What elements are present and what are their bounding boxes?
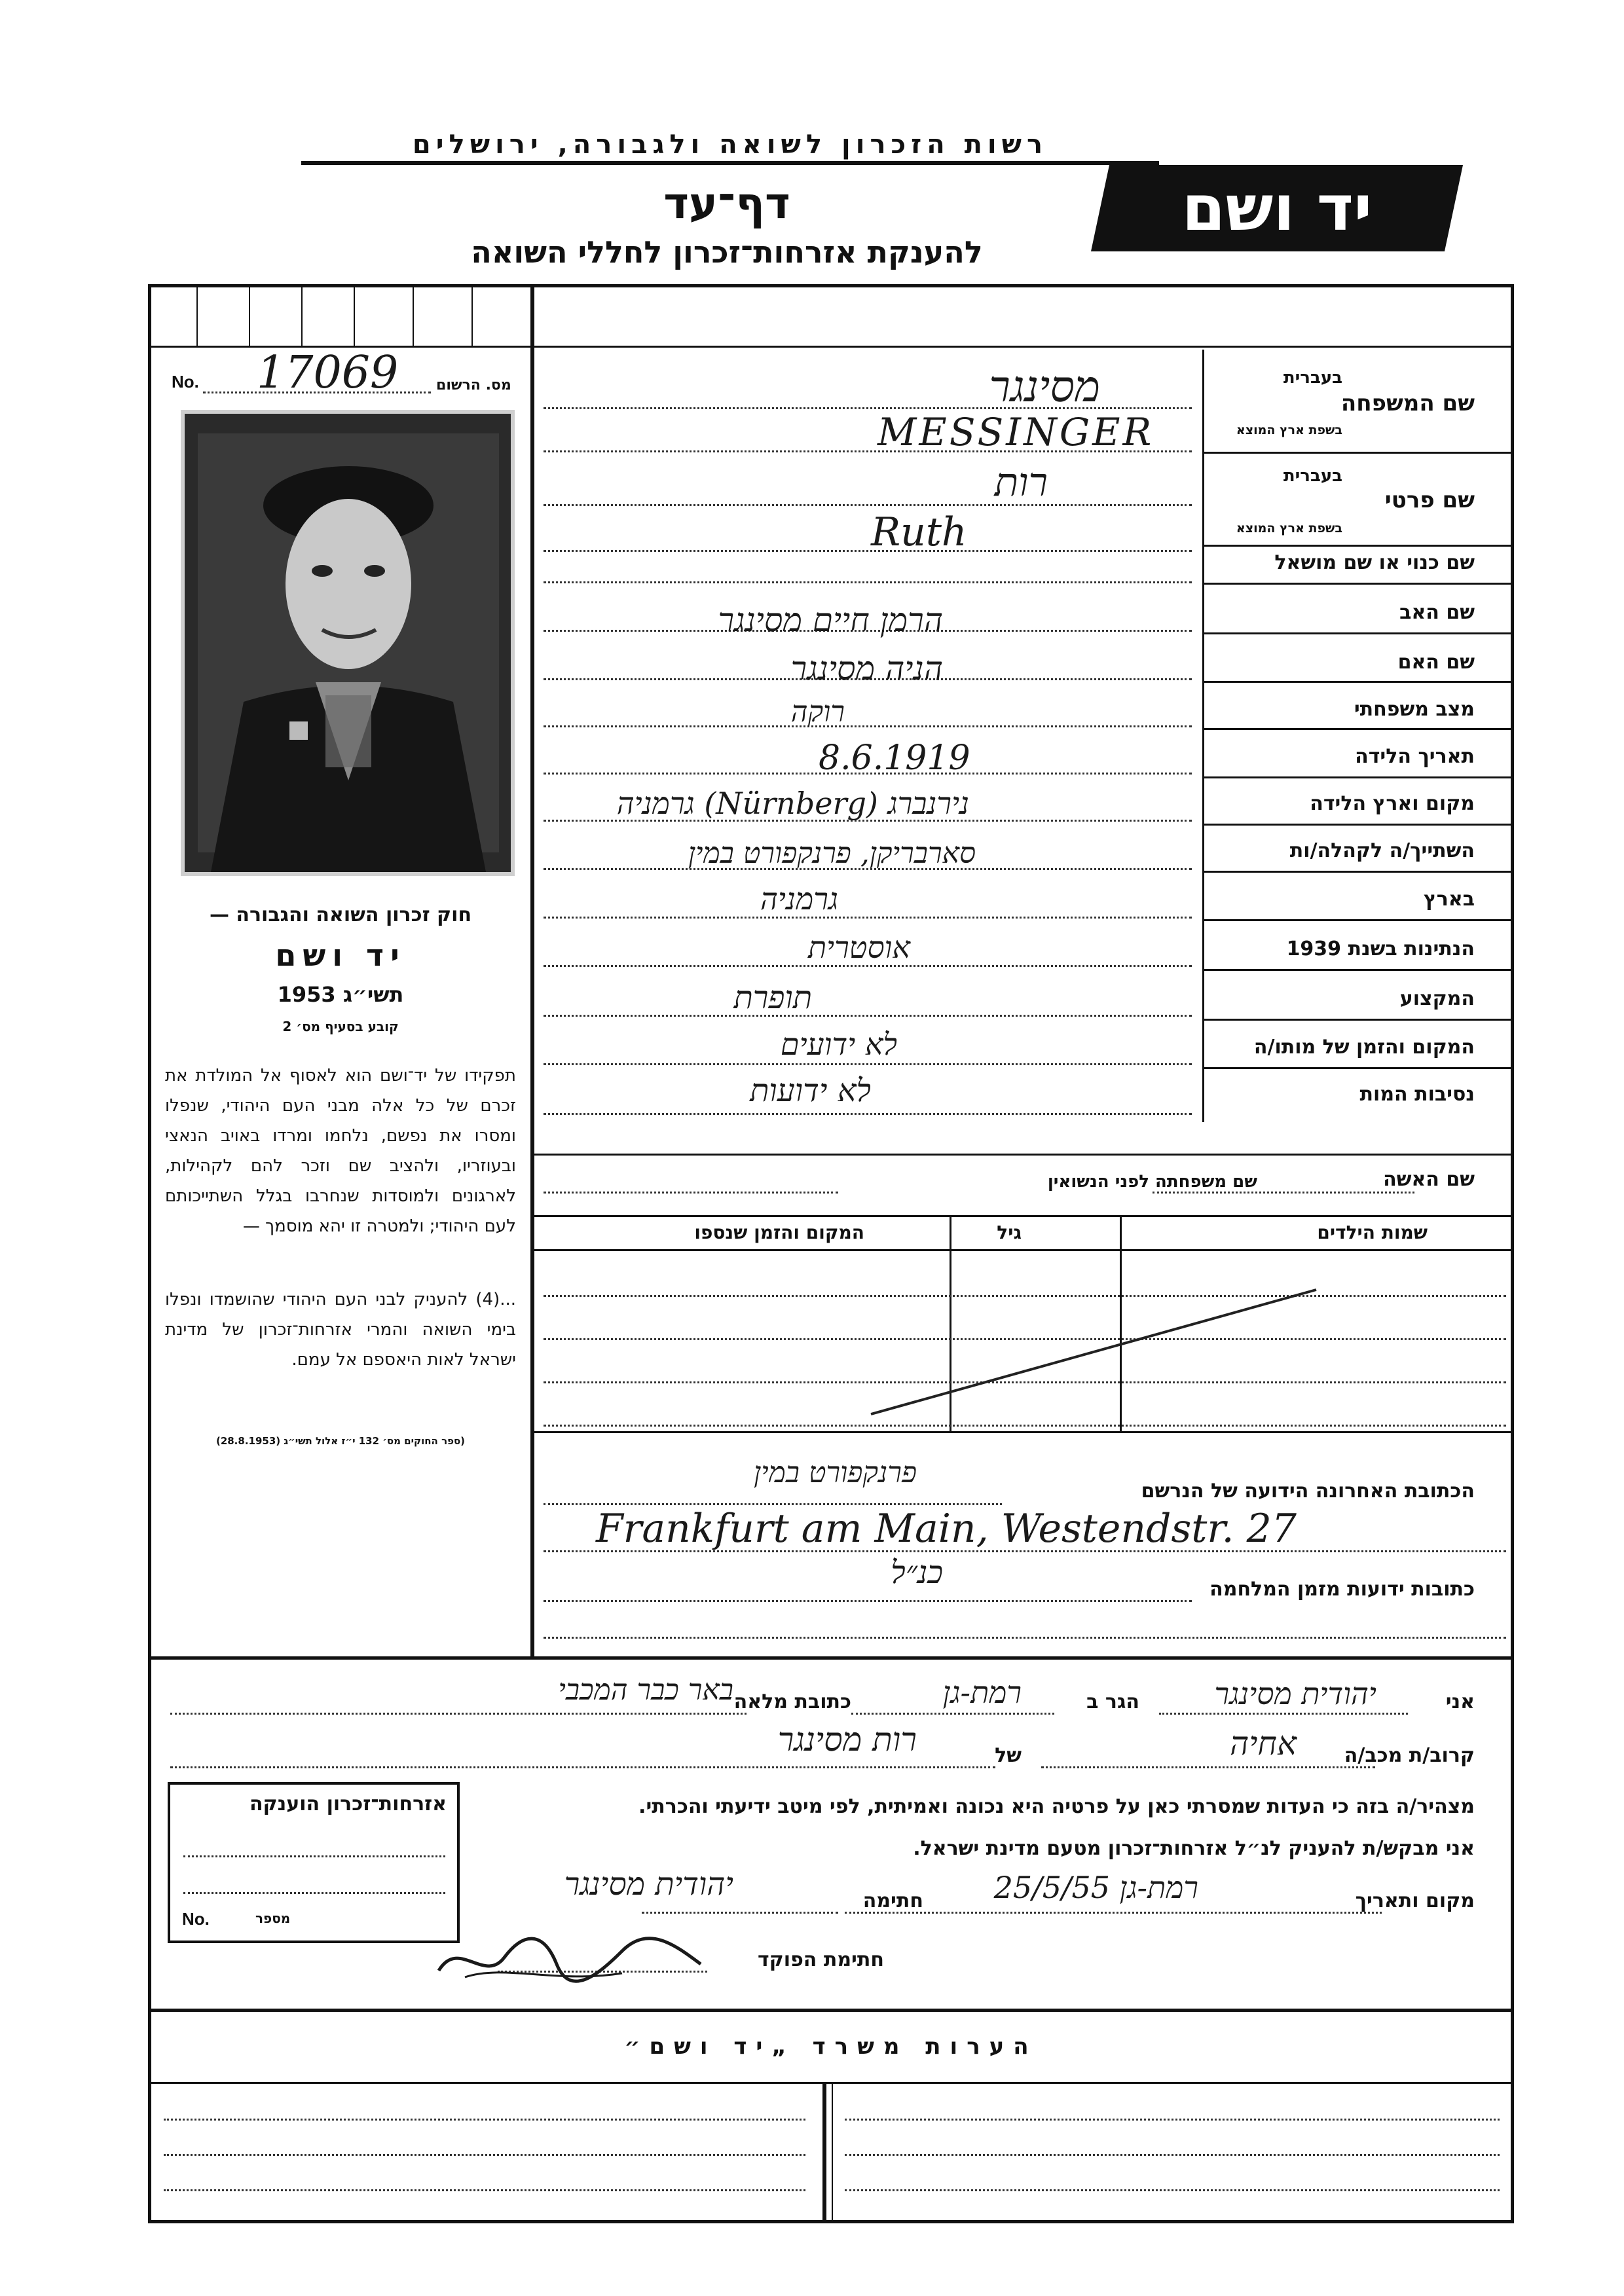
label-origin-language-1: בשפת ארץ המוצא	[1236, 423, 1342, 437]
value-profession: תופרת	[733, 979, 812, 1016]
header-banner: רשות הזכרון לשואה ולגבורה, ירושלים	[301, 130, 1159, 165]
label-officer-signature: חתימת הפוקד	[758, 1948, 884, 1971]
portrait-photo	[181, 410, 515, 876]
portrait-image	[185, 414, 511, 872]
value-country: גרמניה	[760, 881, 838, 917]
value-wartime-addresses: כנ״ל	[891, 1554, 943, 1591]
value-last-address-he: פרנקפורט במין	[753, 1456, 917, 1489]
label-family-name: שם המשפחה	[1340, 390, 1475, 416]
label-last-address: הכתובת האחרונה הידועה של הנרשם	[1141, 1480, 1475, 1503]
label-signature: חתימה	[862, 1889, 923, 1912]
law-year: תשי״ג 1953	[277, 982, 404, 1007]
label-country: בארץ	[1423, 888, 1475, 911]
label-given-name: שם פרטי	[1384, 487, 1475, 513]
label-full-address: כתובת מלאה	[733, 1690, 851, 1713]
officer-signature-scribble	[426, 1918, 714, 1990]
logo-text: יד ושם	[1181, 172, 1373, 245]
label-nickname: שם כנוי או שם מושאל	[1274, 551, 1475, 574]
value-place-date: רמת-גן 25/5/55	[993, 1870, 1198, 1905]
law-citation: (ספר החוקים מס׳ 132 י״ז אלול תשי״ג (28.8.1953)	[215, 1435, 466, 1447]
value-family-name-he: מסינגר	[989, 361, 1100, 412]
value-marital-status: רוקה	[790, 695, 845, 729]
label-mother: שם האם	[1397, 651, 1475, 674]
label-declarant: אני	[1445, 1690, 1475, 1713]
value-citizenship-1939: אוסטרית	[807, 930, 910, 965]
declaration-statement: מצהיר/ה בזה כי העדות שמסרתי כאן על פרטיה היא נכונה ואמיתית, לפי מיטב ידיעתי והכרתי.	[638, 1795, 1475, 1818]
children-header-fate: המקום והזמן שנספו	[694, 1222, 864, 1243]
value-community: סארבריקן, פרנקפורט במין	[688, 837, 976, 870]
label-death-place-time: המקום והזמן של מותו/ה	[1253, 1036, 1475, 1059]
registration-number: 17069	[257, 347, 399, 399]
value-mother: הניה מסינגר	[790, 649, 943, 687]
label-place-date: מקום ותאריך	[1355, 1889, 1475, 1912]
label-of: של	[995, 1744, 1022, 1767]
grant-box	[168, 1782, 460, 1943]
label-relation: קרוב/ת מכב/ה	[1344, 1744, 1475, 1767]
value-resides-in: רמת-גן	[942, 1675, 1022, 1710]
label-wife: שם האשה	[1383, 1168, 1475, 1191]
value-father: הרמן חיים מסינגר	[718, 601, 943, 639]
request-statement: אני מבקש/ת להעניק לנ״ל אזרחות־זכרון מטעם מדינת ישראל.	[913, 1837, 1475, 1860]
label-origin-language-2: בשפת ארץ המוצא	[1236, 521, 1342, 536]
value-signature: יהודית מסינגר	[564, 1866, 733, 1903]
label-profession: המקצוע	[1399, 987, 1475, 1010]
grant-box-title: אזרחות־זכרון הוענקה	[249, 1793, 447, 1815]
value-birthdate: 8.6.1919	[819, 738, 970, 778]
label-in-hebrew-1: בעברית	[1283, 368, 1342, 388]
children-header-names: שמות הילדים	[1317, 1222, 1428, 1243]
page-subtitle: להענקת אזרחות־זכרון לחללי השואה	[471, 234, 983, 270]
value-given-name-origin: Ruth	[871, 509, 967, 555]
label-wartime-addresses: כתובות ידועות מזמן המלחמה	[1209, 1578, 1475, 1601]
registration-no-label: No.	[172, 372, 199, 392]
law-paragraph-1: תפקידו של יד־ושם הוא לאסוף אל המולדת את זכרם של כל אלה מבני העם היהודי, שנפלו ומסרו את נפשם, נלחמו ומרדו באויב הנאצי ובעוזריו, ולהציב שם וזכר להם לקהילות, לארגונים ולמוסדות שנחרבו בגלל השתייכותם לעם היהודי; ולמטרה זו יהא מוסמך —	[165, 1066, 516, 1236]
grant-box-no: No.	[182, 1909, 210, 1929]
value-given-name-he: רות	[994, 460, 1048, 505]
yad-vashem-logo	[1091, 165, 1463, 251]
law-section: קובע בסעיף מס׳ 2	[282, 1019, 399, 1034]
value-full-address: באר כבר המכבי	[558, 1673, 733, 1707]
label-father: שם האב	[1399, 601, 1475, 624]
page-title: דף־עד	[663, 178, 790, 228]
children-header-age: גיל	[997, 1222, 1022, 1243]
value-declarant: יהודית מסינגר	[1214, 1676, 1376, 1711]
label-citizenship-1939: הנתינות בשנת 1939	[1286, 938, 1475, 960]
label-community: השתייך/ה לקהלה/ות	[1289, 839, 1475, 862]
law-paragraph-2: ...(4) להעניק לבני העם היהודי שהושמדו ונפלו בימי השואה והמרי אזרחות־זכרון של מדינת ישראל לאות היאספם אל עמם.	[165, 1290, 516, 1370]
value-relation: אחיה	[1229, 1724, 1297, 1762]
value-of: רות מסינגר	[777, 1721, 917, 1758]
label-in-hebrew-2: בעברית	[1283, 466, 1342, 486]
label-resides-in: הגר ב	[1086, 1690, 1139, 1713]
label-marital-status: מצב משפחתי	[1354, 698, 1475, 721]
label-birthplace: מקום וארץ הלידה	[1310, 792, 1475, 815]
notes-title: הערות משרד „יד ושם״	[624, 2033, 1038, 2060]
law-name: יד ושם	[275, 938, 406, 973]
value-death-place-time: לא ידועים	[780, 1027, 897, 1062]
value-circumstances: לא ידועות	[750, 1072, 871, 1109]
grant-box-no-he: מספר	[255, 1910, 291, 1926]
law-heading: חוק זכרון השואה והגבורה —	[209, 903, 472, 926]
children-crossout-stroke	[864, 1283, 1323, 1427]
label-circumstances: נסיבות המות	[1359, 1083, 1475, 1106]
value-last-address: Frankfurt am Main, Westendstr. 27	[596, 1506, 1297, 1552]
label-wife-maiden-name: שם משפחתה לפני הנשואין	[1047, 1172, 1257, 1192]
label-birthdate: תאריך הלידה	[1355, 745, 1475, 768]
value-birthplace: נירנברג (Nürnberg) גרמניה	[616, 786, 969, 821]
value-family-name-origin: MESSINGER	[877, 410, 1154, 454]
registration-no-label-he: מס. הרשום	[436, 377, 511, 393]
